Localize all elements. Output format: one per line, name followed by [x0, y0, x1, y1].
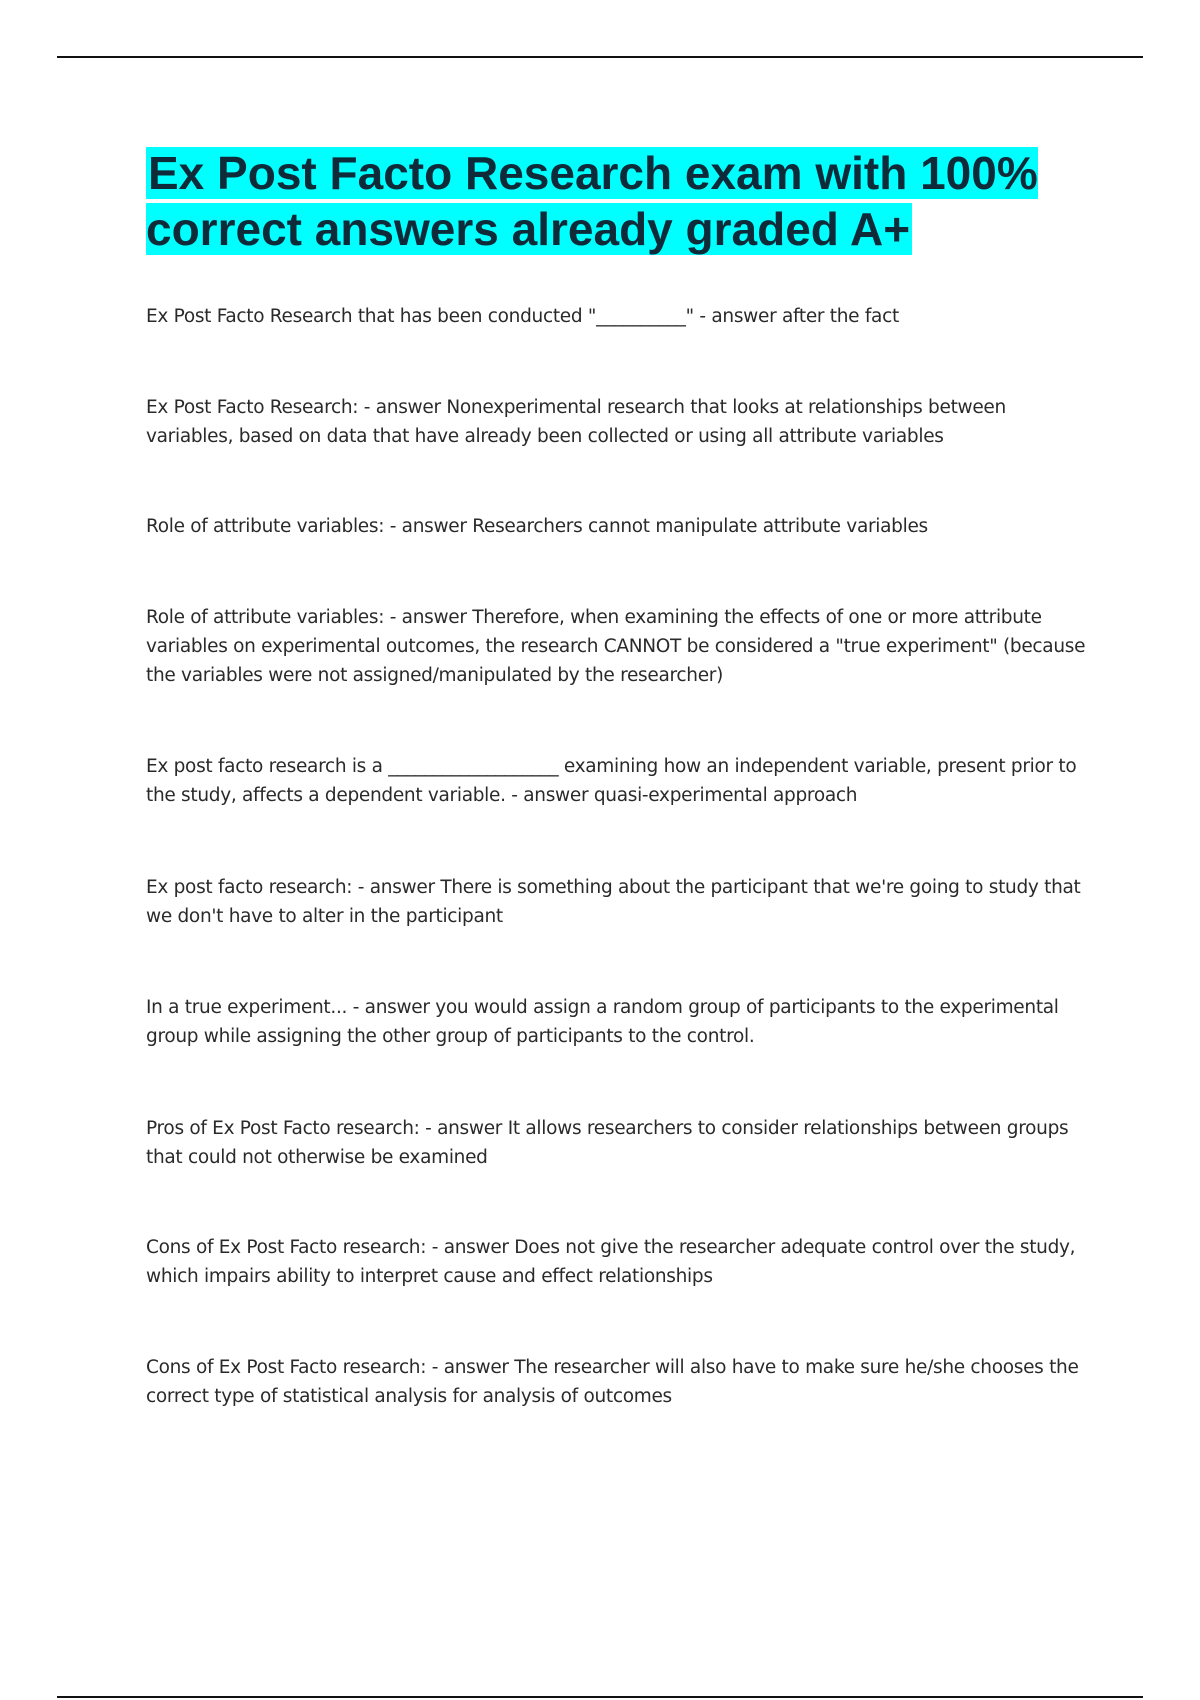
- qa-item: Ex post facto research: - answer There is something about the participant that we're going to study that we don't have to alter in the participant: [146, 877, 1081, 927]
- qa-item: Ex Post Facto Research that has been conducted "__________" - answer after the fact: [146, 306, 899, 327]
- qa-item: In a true experiment... - answer you would assign a random group of participants to the experimental group while assigning the other group of participants to the control.: [146, 997, 1059, 1047]
- qa-item: Ex Post Facto Research: - answer Nonexperimental research that looks at relationships between variables, based on data that have already been collected or using all attribute variables: [146, 397, 1006, 447]
- document-title: [146, 145, 1088, 257]
- document-title-text: Ex Post Facto Research exam with 100% correct answers already graded A+: [146, 147, 1038, 255]
- top-rule: [57, 56, 1143, 58]
- qa-item: Cons of Ex Post Facto research: - answer Does not give the researcher adequate control over the study, which impairs ability to interpret cause and effect relationships: [146, 1237, 1076, 1287]
- qa-item: Cons of Ex Post Facto research: - answer The researcher will also have to make sure he/she chooses the correct type of statistical analysis for analysis of outcomes: [146, 1357, 1079, 1407]
- qa-item: Pros of Ex Post Facto research: - answer It allows researchers to consider relationships between groups that could not otherwise be examined: [146, 1118, 1069, 1168]
- title-block: [146, 145, 1088, 257]
- qa-item: Role of attribute variables: - answer Therefore, when examining the effects of one or more attribute variables on experimental outcomes, the research CANNOT be considered a "true experiment" (because the variables were not assigned/manipulated by the researcher): [146, 607, 1086, 686]
- qa-item: Ex post facto research is a ___________________ examining how an independent variable, present prior to the study, affects a dependent variable. - answer quasi-experimental approach: [146, 756, 1077, 806]
- bottom-rule: [57, 1696, 1143, 1698]
- qa-item: Role of attribute variables: - answer Researchers cannot manipulate attribute variables: [146, 516, 928, 537]
